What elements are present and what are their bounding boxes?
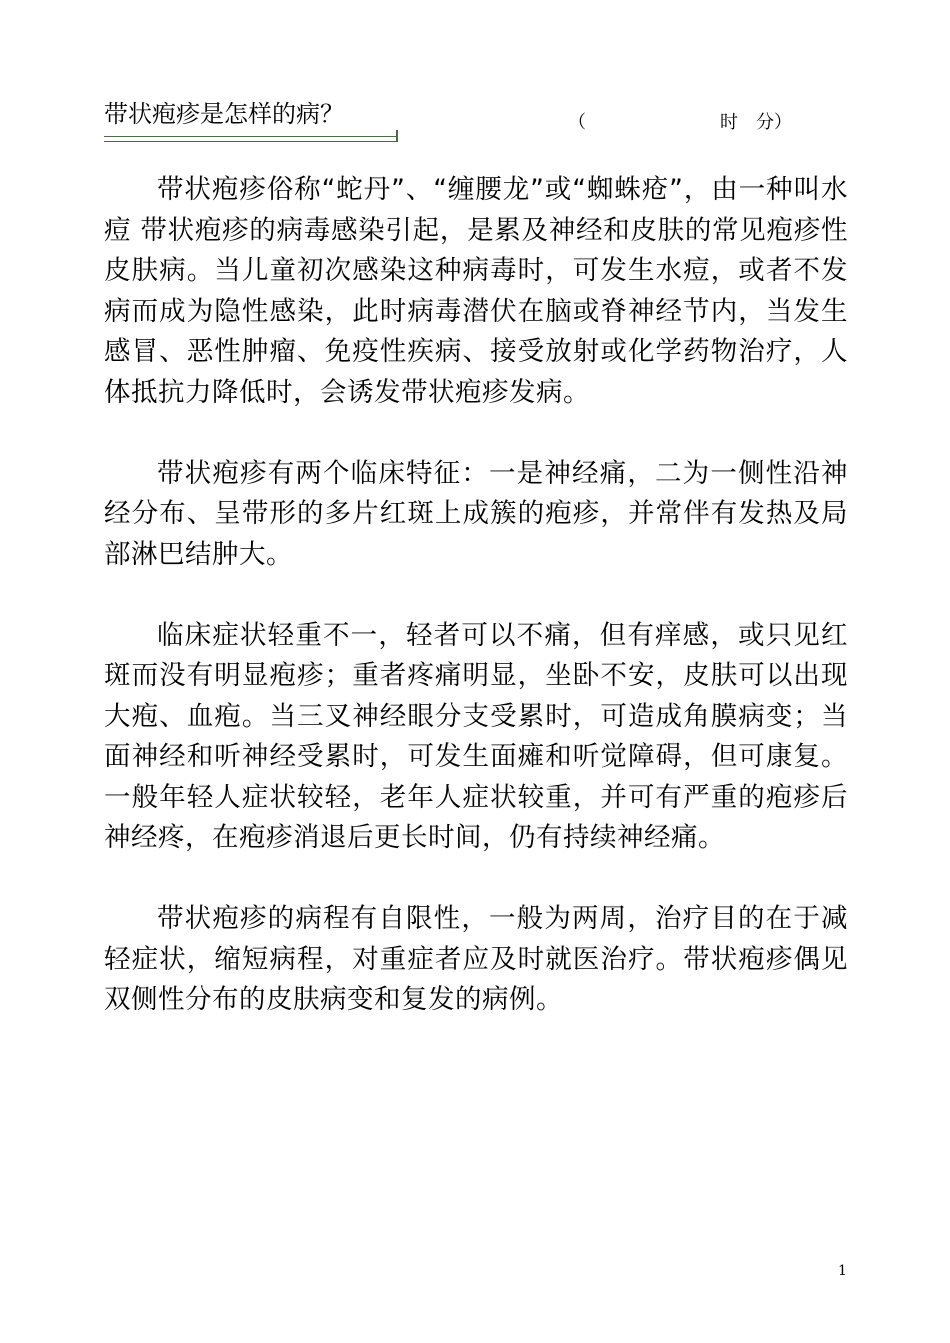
paragraph-intro: 带状疱疹俗称“蛇丹”、“缠腰龙”或“蜘蛛疮”，由一种叫水痘 带状疱疹的病毒感染引起，是累及神经和皮肤的常见疱疹性皮肤病。当儿童初次感染这种病毒时，可发生水痘，或者不发病而成为隐性感染，此时病毒潜伏在脑或脊神经节内，当发生感冒、恶性肿瘤、免疫性疾病、接受放射或化学药物治疗，人体抵抗力降低时，会诱发带状疱疹发病。: [104, 174, 848, 408]
time-note-open: （: [568, 112, 586, 133]
page-number: 1: [838, 1263, 847, 1279]
time-note: 时 分）: [720, 112, 792, 133]
page-title: 带状疱疹是怎样的病？: [104, 100, 344, 128]
paragraph-features: 带状疱疹有两个临床特征：一是神经痛，二为一侧性沿神经分布、呈带形的多片红斑上成簇的疱疹，并常伴有发热及局部淋巴结肿大。: [104, 457, 848, 570]
title-underline: [104, 136, 396, 142]
paragraph-symptoms: 临床症状轻重不一，轻者可以不痛，但有痒感，或只见红斑而没有明显疱疹；重者疼痛明显，坐卧不安，皮肤可以出现大疱、血疱。当三叉神经眼分支受累时，可造成角膜病变；当面神经和听神经受累时，可发生面瘫和听觉障碍，但可康复。一般年轻人症状较轻，老年人症状较重，并可有严重的疱疹后神经疼，在疱疹消退后更长时间，仍有持续神经痛。: [104, 619, 848, 853]
paragraph-course: 带状疱疹的病程有自限性，一般为两周，治疗目的在于减轻症状，缩短病程，对重症者应及时就医治疗。带状疱疹偶见双侧性分布的皮肤病变和复发的病例。: [104, 903, 848, 1015]
title-underline-end: [396, 130, 398, 142]
article-body: [104, 170, 848, 1061]
